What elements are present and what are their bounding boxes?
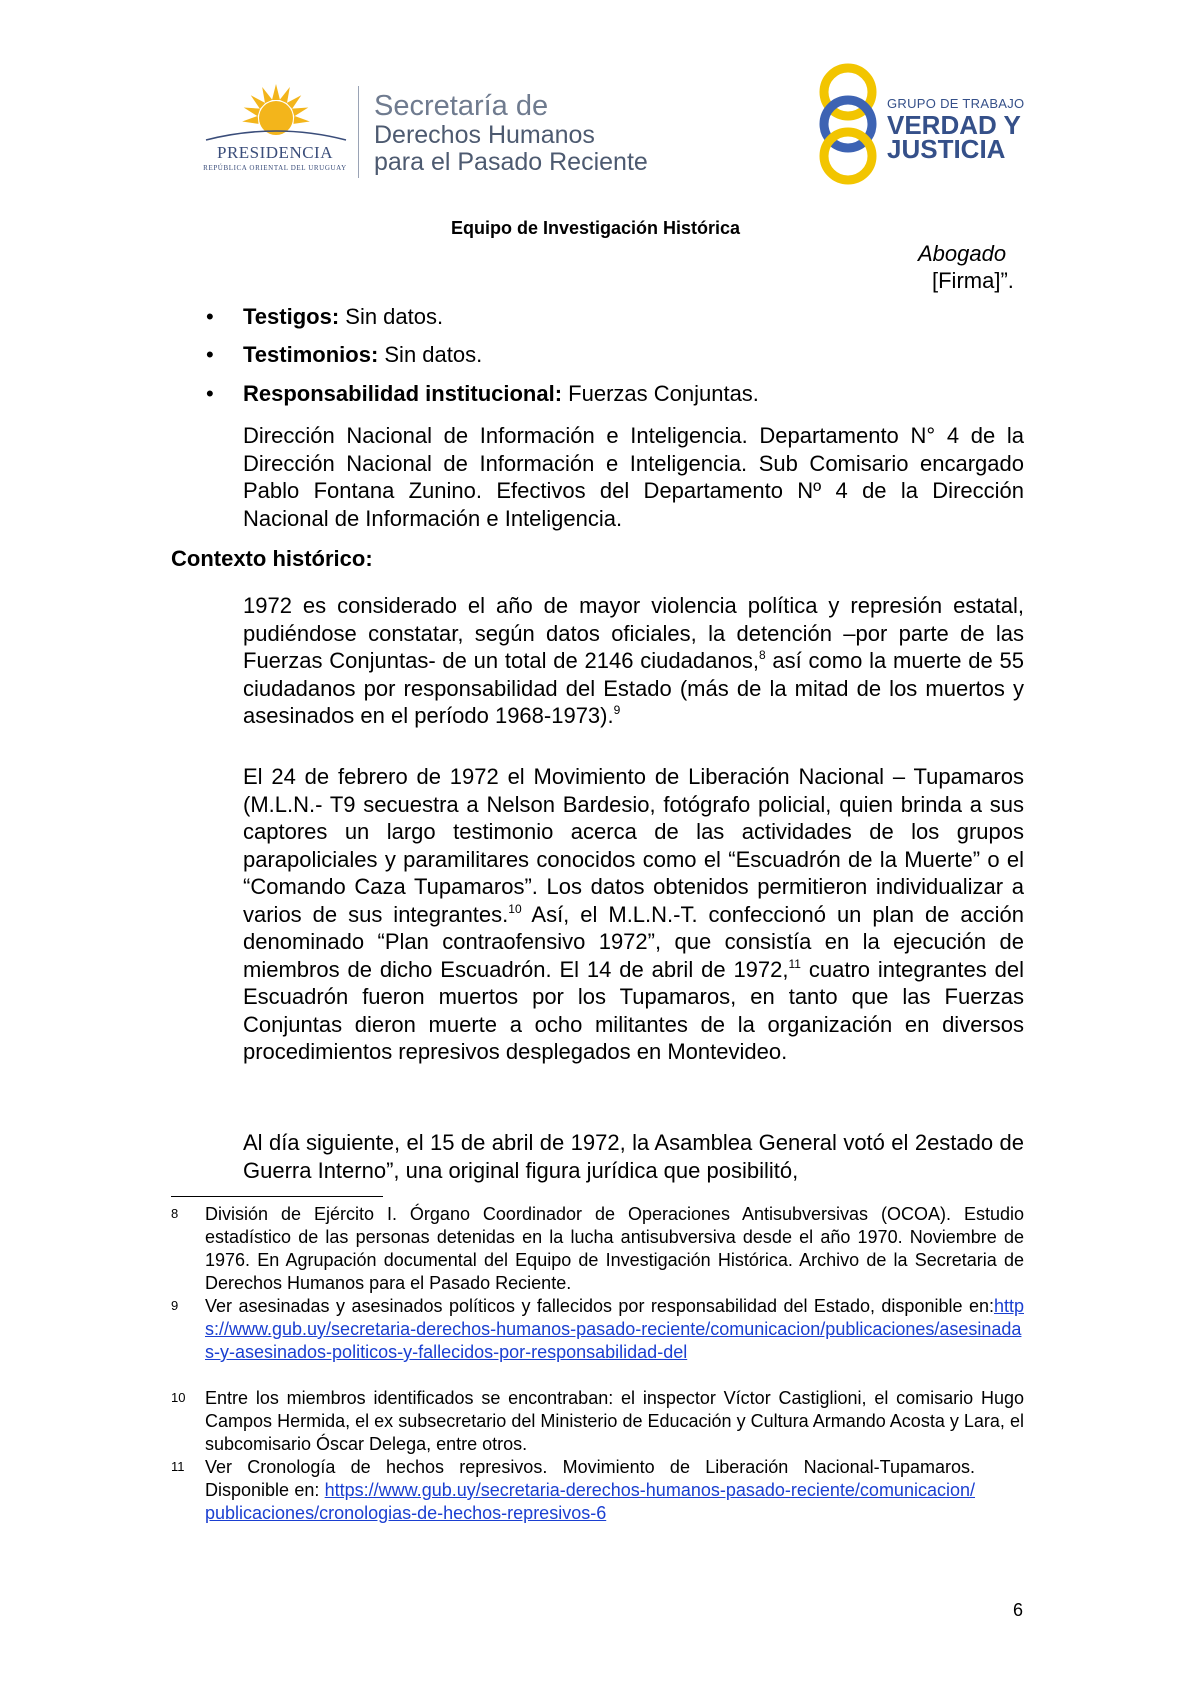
bullet-value: Sin datos.	[339, 304, 444, 329]
context-paragraph-2	[243, 763, 1024, 1066]
footnote-number: 11	[171, 1459, 185, 1474]
paragraph-text: El 24 de febrero de 1972 el Movimiento de Liberación Nacional – Tupamaros (M.L.N.- T9 secuestra a Nelson Bardesio, fotógrafo policial, quien brinda a sus captores un largo testimonio acerca de las actividades de los grupos parapoliciales y paramilitares conocidos como el “Escuadrón de la Muerte” o el “Comando Caza Tupamaros”. Los datos obtenidos permitieron individualizar a varios de sus integrantes.	[243, 764, 1024, 927]
signature-role: Abogado	[918, 241, 1007, 266]
context-paragraph-1	[243, 592, 1024, 730]
secretaria-line-3: para el Pasado Reciente	[374, 148, 648, 176]
context-heading: Contexto histórico:	[171, 546, 373, 571]
footnote-10: Entre los miembros identificados se encontraban: el inspector Víctor Castiglioni, el comisario Hugo Campos Hermida, el ex subsecretario del Ministerio de Educación y Cultura Armando Acosta y Lara, el subcomisario Óscar Delega, entre otros.	[205, 1388, 1024, 1454]
footnote-ref[interactable]: 8	[758, 648, 766, 662]
paragraph-text: 1972 es considerado el año de mayor violencia política y represión estatal, pudiéndose constatar, según datos oficiales, la detención –por parte de las Fuerzas Conjuntas- de un total de 2146 ciudadanos,	[243, 593, 1024, 673]
paragraph-text: Así, el M.L.N.-T. confeccionó un plan de acción denominado “Plan contraofensivo 1972”, que consistía en la ejecución de miembros de dicho Escuadrón. El 14 de abril de 1972,	[243, 901, 1024, 982]
secretaria-line-2: Derechos Humanos	[374, 121, 595, 149]
paragraph-text: cuatro integrantes del Escuadrón fueron muertos por los Tupamaros, en tanto que las Fuerzas Conjuntas dieron muerte a ocho militantes de la organización en diversos procedimientos represivos desplegados en Montevideo.	[243, 956, 1024, 1064]
footnote-11	[205, 1456, 975, 1525]
bullet-value: Sin datos.	[378, 342, 483, 367]
footnote-link[interactable]: https://www.gub.uy/secretaria-derechos-humanos-pasado-reciente/comunicacion/publicaciones/asesinadas-y-asesinados-politicos-y-fallecidos-por-responsabilidad-del	[205, 1296, 1024, 1362]
header-divider	[358, 86, 359, 178]
signature-firma: [Firma]”.	[932, 268, 1014, 293]
presidencia-subtitle: REPÚBLICA ORIENTAL DEL URUGUAY	[203, 164, 347, 172]
gtvj-line-3: JUSTICIA	[887, 134, 1006, 164]
bullet-dot: •	[206, 381, 214, 406]
footnote-9	[205, 1295, 1024, 1364]
gtvj-line-2: VERDAD Y	[887, 110, 1021, 140]
bullet-value: Fuerzas Conjuntas.	[562, 381, 759, 406]
bullet-label: Testimonios:	[243, 342, 379, 367]
bullet-dot: •	[206, 342, 214, 367]
secretaria-line-1: Secretaría de	[374, 90, 549, 122]
paragraph-text: así como la muerte de 55 ciudadanos por responsabilidad del Estado (más de la mitad de los muertos y asesinados en el período 1968-1973).	[243, 648, 1025, 728]
interlocked-rings-logo-icon	[808, 62, 888, 186]
bullet-label: Testigos:	[243, 304, 340, 329]
footnote-ref[interactable]: 9	[613, 703, 621, 717]
bullet-label: Responsabilidad institucional:	[243, 381, 563, 406]
team-title: Equipo de Investigación Histórica	[450, 218, 741, 238]
institutional-paragraph: Dirección Nacional de Información e Inteligencia. Departamento N° 4 de la Dirección Nacional de Información e Inteligencia. Sub Comisario encargado Pablo Fontana Zunino. Efectivos del Departamento Nº 4 de la Dirección Nacional de Información e Inteligencia.	[243, 423, 1024, 531]
footnote-number: 10	[171, 1390, 186, 1405]
footnote-number: 8	[171, 1206, 179, 1221]
presidencia-title: PRESIDENCIA	[216, 143, 333, 162]
bullet-dot: •	[206, 304, 214, 329]
footnote-rule	[171, 1196, 383, 1197]
gtvj-line-1: GRUPO DE TRABAJO	[887, 96, 1025, 111]
footnote-text: Ver asesinadas y asesinados políticos y fallecidos por responsabilidad del Estado, disponible en:	[205, 1296, 994, 1316]
footnote-text: Ver Cronología de hechos represivos. Movimiento de Liberación Nacional-Tupamaros. Disponible en:	[205, 1457, 975, 1500]
footnote-number: 9	[171, 1298, 179, 1313]
footnote-ref[interactable]: 11	[788, 956, 801, 971]
context-paragraph-3: Al día siguiente, el 15 de abril de 1972, la Asamblea General votó el 2estado de Guerra Interno”, una original figura jurídica que posibilitó,	[243, 1130, 1024, 1183]
footnote-ref[interactable]: 10	[508, 901, 522, 916]
footnote-8: División de Ejército I. Órgano Coordinador de Operaciones Antisubversivas (OCOA). Estudio estadístico de las personas detenidas en la lucha antisubversiva desde el año 1970. Noviembre de 1976. En Agrupación documental del Equipo de Investigación Histórica. Archivo de la Secretaria de Derechos Humanos para el Pasado Reciente.	[205, 1204, 1024, 1293]
footnote-link[interactable]: https://www.gub.uy/secretaria-derechos-humanos-pasado-reciente/comunicacion/publicaciones/cronologias-de-hechos-represivos-6	[205, 1480, 975, 1523]
page-number: 6	[1013, 1600, 1024, 1620]
